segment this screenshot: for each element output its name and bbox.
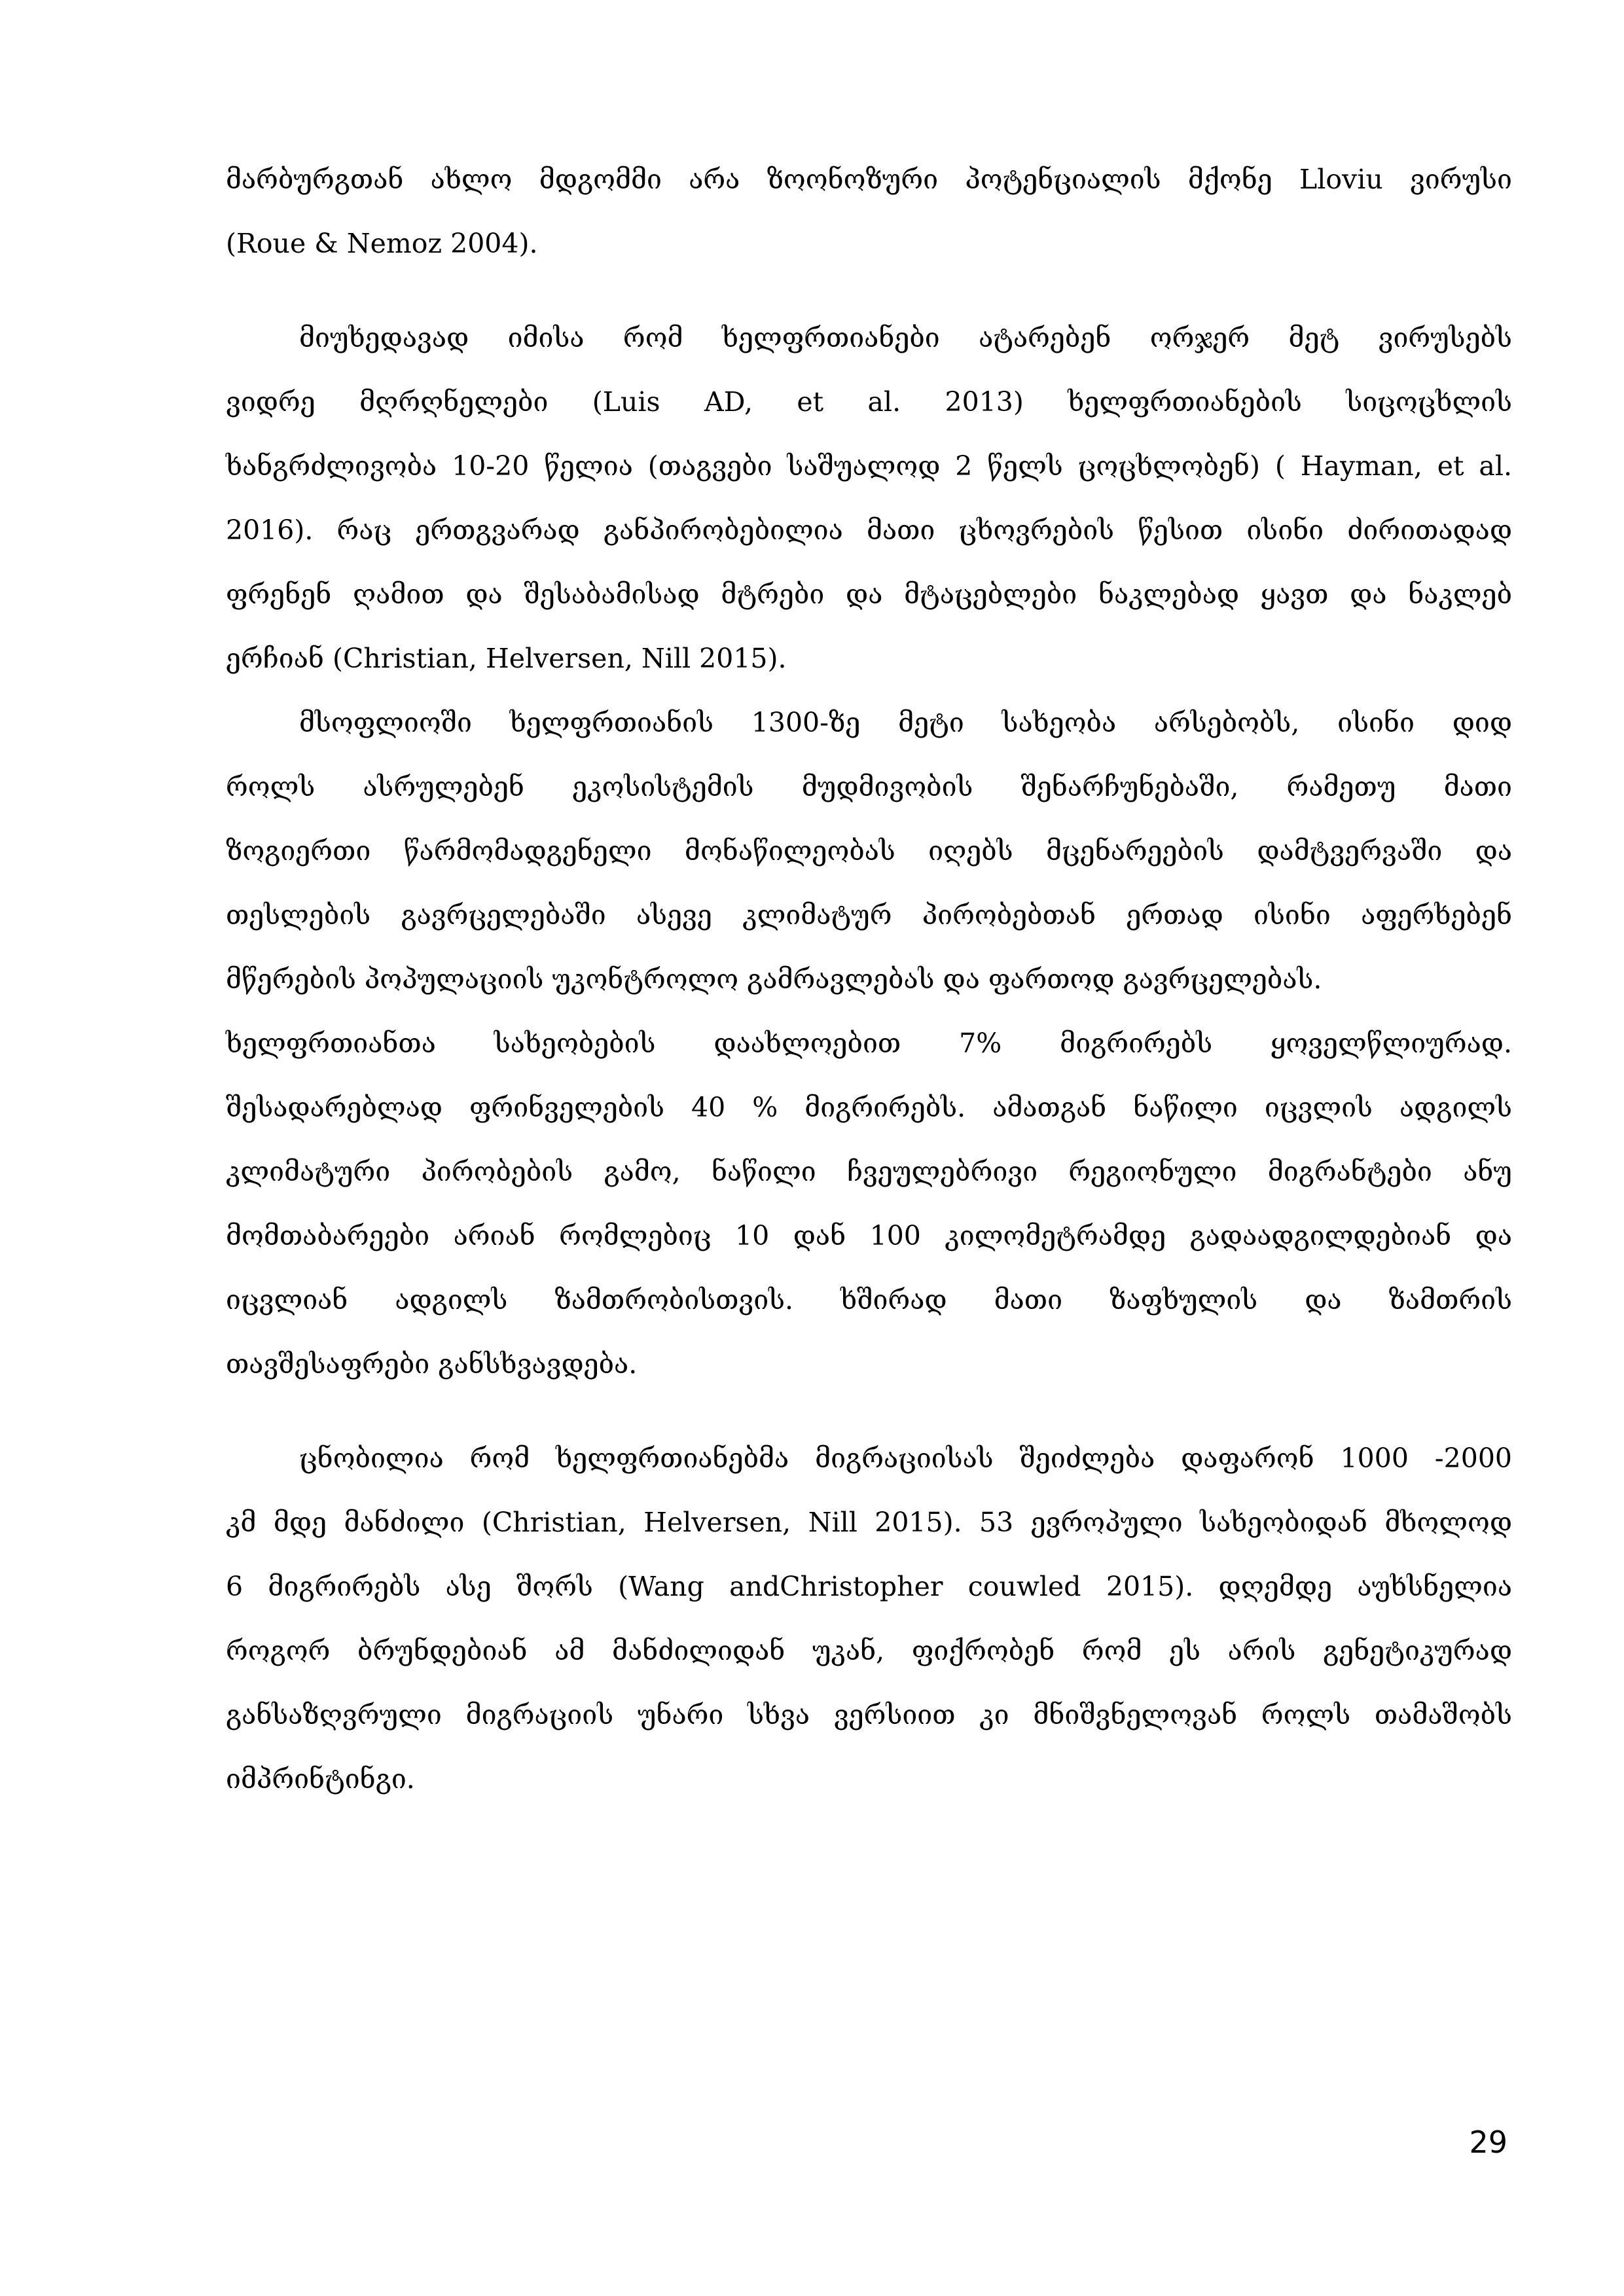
text-line: ხანგრძლივობა 10-20 წელია (თაგვები საშუალოდ 2 წელს ცოცხლობენ) ( Hayman, et al. <box>226 450 1512 482</box>
text-block <box>226 147 1512 1811</box>
text-line: მარბურგთან ახლო მდგომმი არა ზოონოზური პოტენციალის მქონე Lloviu ვირუსი <box>226 164 1512 195</box>
text-line: როგორ ბრუნდებიან ამ მანძილიდან უკან, ფიქრობენ რომ ეს არის გენეტიკურად <box>226 1635 1512 1666</box>
text-line: მომთაბარეები არიან რომლებიც 10 დან 100 კილომეტრამდე გადაადგილდებიან და <box>226 1220 1512 1251</box>
paragraph <box>226 691 1512 1011</box>
text-line: 6 მიგრირებს ასე შორს (Wang andChristopher couwled 2015). დღემდე აუხსნელია <box>226 1571 1512 1602</box>
text-line: განსაზღვრული მიგრაციის უნარი სხვა ვერსიით კი მნიშვნელოვან როლს თამაშობს <box>226 1699 1512 1731</box>
text-line: იცვლიან ადგილს ზამთრობისთვის. ხშირად მათი ზაფხულის და ზამთრის <box>226 1284 1512 1316</box>
paragraph <box>226 1426 1512 1811</box>
text-line: ზოგიერთი წარმომადგენელი მონაწილეობას იღებს მცენარეების დამტვერვაში და <box>226 835 1512 867</box>
paragraph <box>226 1011 1512 1396</box>
text-line: კმ მდე მანძილი (Christian, Helversen, Nill 2015). 53 ევროპული სახეობიდან მხოლოდ <box>226 1507 1512 1538</box>
text-line: მსოფლიოში ხელფრთიანის 1300-ზე მეტი სახეობა არსებობს, ისინი დიდ <box>299 707 1512 738</box>
text-line: როლს ასრულებენ ეკოსისტემის მუდმივობის შენარჩუნებაში, რამეთუ მათი <box>226 771 1512 802</box>
text-line: თესლების გავრცელებაში ასევე კლიმატურ პირობებთან ერთად ისინი აფერხებენ <box>226 899 1512 931</box>
text-line: მიუხედავად იმისა რომ ხელფრთიანები ატარებენ ორჯერ მეტ ვირუსებს <box>299 322 1512 353</box>
text-line: ხელფრთიანთა სახეობების დაახლოებით 7% მიგრირებს ყოველწლიურად. <box>226 1028 1512 1059</box>
text-line: შესადარებლად ფრინველების 40 % მიგრირებს. ამათგან ნაწილი იცვლის ადგილს <box>226 1092 1512 1123</box>
text-line: ერჩიან (Christian, Helversen, Nill 2015). <box>226 643 787 674</box>
text-line: თავშესაფრები განსხვავდება. <box>226 1348 638 1380</box>
text-line: კლიმატური პირობების გამო, ნაწილი ჩვეულებრივი რეგიონული მიგრანტები ანუ <box>226 1156 1512 1187</box>
paragraph <box>226 306 1512 691</box>
text-line: იმპრინტინგი. <box>226 1763 415 1795</box>
page-number: 29 <box>1469 2125 1507 2160</box>
text-line: ფრენენ ღამით და შესაბამისად მტრები და მტაცებლები ნაკლებად ყავთ და ნაკლებ <box>226 579 1512 610</box>
text-line: მწერების პოპულაციის უკონტროლო გამრავლებას და ფართოდ გავრცელებას. <box>226 963 1322 995</box>
text-line: (Roue & Nemoz 2004). <box>226 228 538 259</box>
paragraph <box>226 147 1512 276</box>
text-line: ცნობილია რომ ხელფრთიანებმა მიგრაციისას შეიძლება დაფარონ 1000 -2000 <box>299 1443 1512 1474</box>
text-line: 2016). რაც ერთგვარად განპირობებილია მათი ცხოვრების წესით ისინი ძირითადად <box>226 514 1512 546</box>
text-line: ვიდრე მღრღნელები (Luis AD, et al. 2013) ხელფრთიანების სიცოცხლის <box>226 386 1512 418</box>
